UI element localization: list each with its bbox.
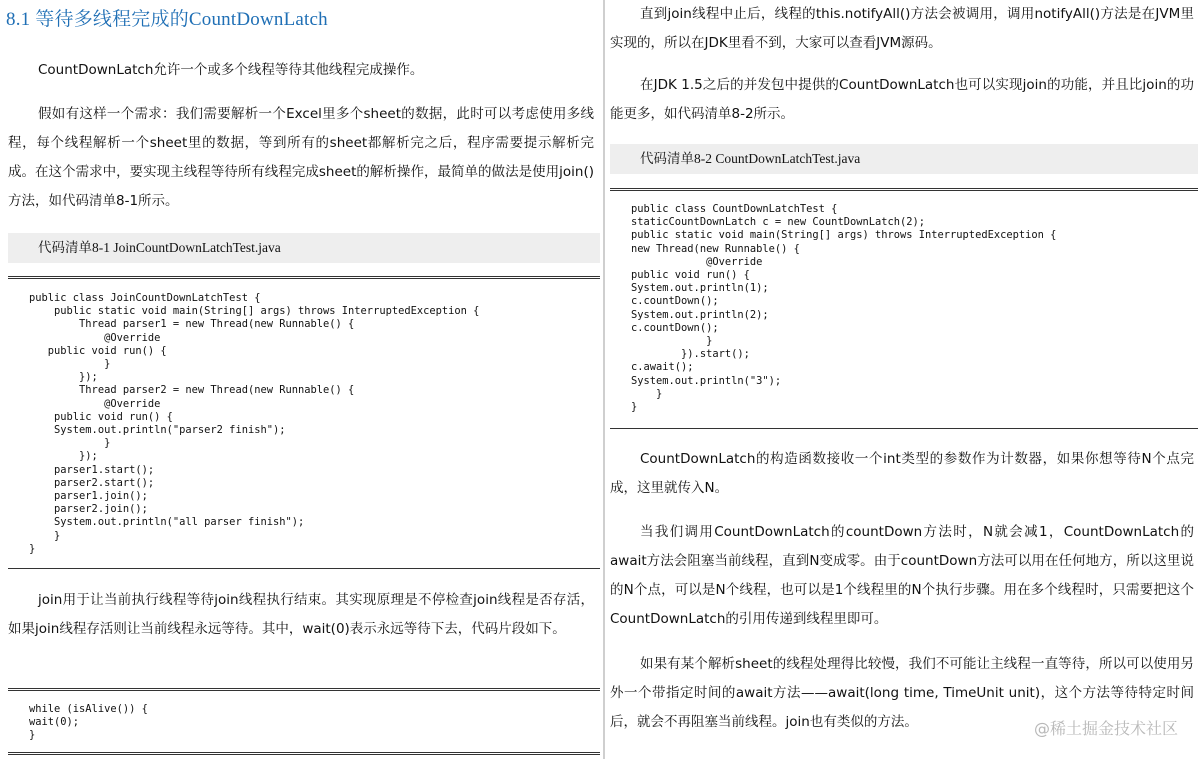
listing-8-1-bottom-rule [8,568,600,569]
notifyall-paragraph: 直到join线程中止后，线程的this.notifyAll()方法会被调用，调用notifyAll()方法是在JVM里实现的，所以在JDK里看不到，大家可以查看JVM源码。 [610,6,1194,51]
jdk-paragraph: 在JDK 1.5之后的并发包中提供的CountDownLatch也可以实现join的功能，并且比join的功能更多，如代码清单8-2所示。 [610,77,1194,122]
right-column [606,0,1198,759]
requirement-paragraph: 假如有这样一个需求：我们需要解析一个Excel里多个sheet的数据，此时可以考虑使用多线程，每个线程解析一个sheet里的数据，等到所有的sheet都解析完之后，程序需要提示解析完成。在这个需求中，要实现主线程等待所有线程完成sheet的解析操作，最简单的做法是使用join()方法，如代码清单8-1所示。 [8,106,594,209]
join-snippet-code: while (isAlive()) { wait(0); } [29,703,148,742]
listing-8-1-top-rule [8,276,600,279]
countdown-paragraph: 当我们调用CountDownLatch的countDown方法时，N就会减1，CountDownLatch的await方法会阻塞当前线程，直到N变成零。由于countDown方法可以用在任何地方，所以这里说的N个点，可以是N个线程，也可以是1个线程里的N个执行步骤。用在多个线程时，只需要把这个CountDownLatch的引用传递到线程里即可。 [610,524,1194,627]
snippet-top-rule [8,688,600,691]
listing-8-1-title: 代码清单8-1 JoinCountDownLatchTest.java [8,233,600,263]
constructor-paragraph: CountDownLatch的构造函数接收一个int类型的参数作为计数器，如果你想等待N个点完成，这里就传入N。 [610,451,1194,496]
intro-paragraph: CountDownLatch允许一个或多个线程等待其他线程完成操作。 [38,62,424,78]
join-explanation-paragraph: join用于让当前执行线程等待join线程执行结束。其实现原理是不停检查join线程是否存活，如果join线程存活则让当前线程永远等待。其中，wait(0)表示永远等待下去，代码片段如下。 [8,592,594,637]
listing-8-2-top-rule [610,188,1198,191]
watermark-text: @稀土掘金技术社区 [1033,719,1178,738]
listing-8-2-title: 代码清单8-2 CountDownLatchTest.java [610,144,1198,174]
column-divider [603,0,605,759]
listing-8-2-code: public class CountDownLatchTest { staticCountDownLatch c = new CountDownLatch(2); public static void main(String[] args) throws InterruptedException { new Thread(new Runnable() { @Override public void run() { System.out.println(1); c.countDown(); System.out.println(2); c.countDown(); } }).start(); c.await(); System.out.println("3"); } } [631,203,1057,414]
section-heading: 8.1 等待多线程完成的CountDownLatch [6,9,328,30]
snippet-bottom-rule [8,752,600,755]
listing-8-1-code: public class JoinCountDownLatchTest { public static void main(String[] args) throws InterruptedException { Thread parser1 = new Thread(new Runnable() { @Override public void run() { } }); Thread parser2 = new Thread(new Runnable() { @Override public void run() { System.out.println("parser2 finish"); } }); parser1.start(); parser2.start(); parser1.join(); parser2.join(); System.out.println("all parser finish"); } } [29,292,480,555]
await-timeout-paragraph: 如果有某个解析sheet的线程处理得比较慢，我们不可能让主线程一直等待，所以可以使用另外一个带指定时间的await方法——await(long time, TimeUnit unit)，这个方法等待特定时间后，就会不再阻塞当前线程。join也有类似的方法。 [610,656,1194,730]
listing-8-2-bottom-rule [610,428,1198,429]
